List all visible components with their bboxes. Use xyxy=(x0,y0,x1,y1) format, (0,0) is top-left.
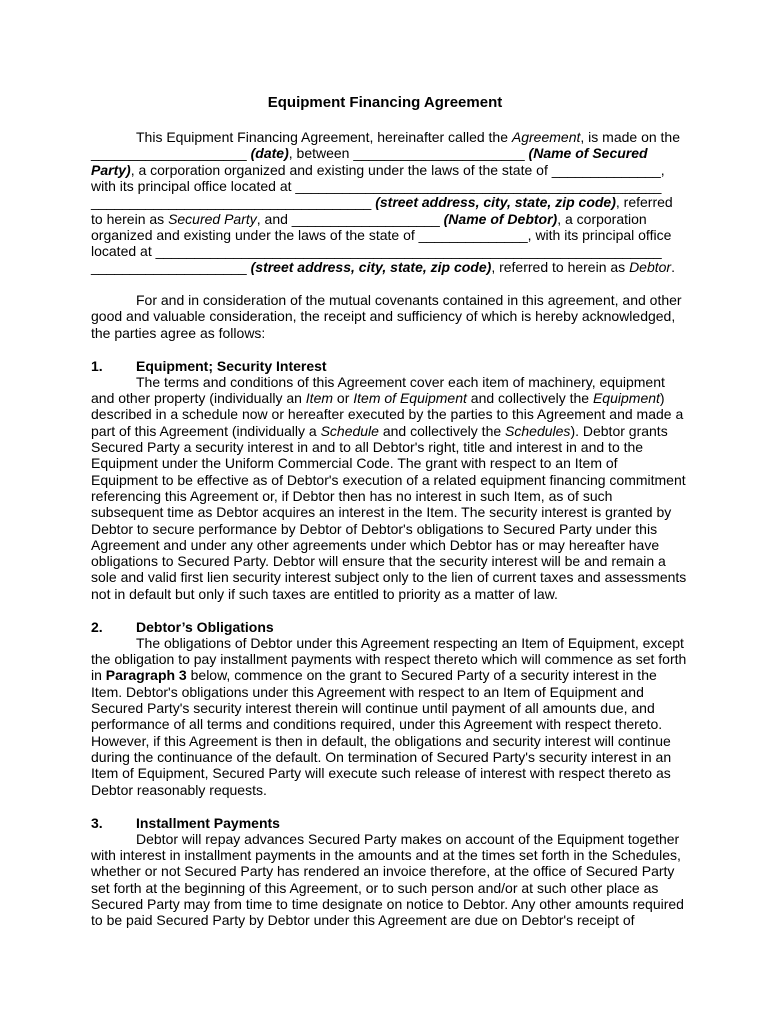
section-1-line-6: Equipment under the Uniform Commercial Code. The grant with respect to an Item of xyxy=(91,455,618,472)
section-1-line-1: The terms and conditions of this Agreement cover each item of machinery, equipment xyxy=(136,373,665,390)
section-2-line-9: Item of Equipment, Secured Party will execute such release of interest with respect thereto as xyxy=(91,765,671,782)
section-3-line-6: to be paid Secured Party by Debtor under this Agreement are due on Debtor's receipt of xyxy=(91,912,635,929)
section-3-line-1: Debtor will repay advances Secured Party makes on account of the Equipment together xyxy=(136,830,680,847)
intro-line-4: with its principal office located at _______________________________________________ xyxy=(91,177,662,194)
section-1-line-12: obligations to Secured Party. Debtor will ensure that the security interest will be and remain a xyxy=(91,553,666,570)
consideration-line-3: the parties agree as follows: xyxy=(91,324,266,341)
section-1-line-7: Equipment to be effective as of Debtor's execution of a related equipment financing commitment xyxy=(91,471,686,488)
section-3-line-4: set forth at the beginning of this Agreement, or to such person and/or at such other place as xyxy=(91,879,659,896)
document-title: Equipment Financing Agreement xyxy=(267,94,503,111)
section-2-heading: 2. Debtor’s Obligations xyxy=(91,618,274,635)
section-1-line-11: Agreement and under any other agreements under which Debtor has or may hereafter have xyxy=(91,536,660,553)
intro-line-9: ____________________ (street address, city, state, zip code), referred to herein as Debtor. xyxy=(91,259,675,276)
section-1-line-10: Debtor to secure performance by Debtor of Debtor's obligations to Secured Party under this xyxy=(91,520,658,537)
intro-line-3: Party), a corporation organized and existing under the laws of the state of ______________, xyxy=(91,161,665,178)
section-2-line-3: in Paragraph 3 below, commence on the grant to Secured Party of a security interest in the xyxy=(91,667,657,684)
section-2-line-7: However, if this Agreement is then in default, the obligations and security interest will continue xyxy=(91,732,671,749)
section-2-line-10: Debtor reasonably requests. xyxy=(91,781,267,798)
section-2-line-5: Secured Party's security interest therein will continue until payment of all amounts due, and xyxy=(91,700,655,716)
section-1-line-8: referencing this Agreement or, if Debtor then has no interest in such Item, as of such xyxy=(91,487,613,504)
section-1-line-3: described in a schedule now or hereafter executed by the parties to this Agreement and made a xyxy=(91,406,684,423)
consideration-line-2: good and valuable consideration, the receipt and sufficiency of which is hereby acknowledged, xyxy=(91,308,676,325)
section-1-line-4: part of this Agreement (individually a Schedule and collectively the Schedules). Debtor grants xyxy=(91,422,668,439)
section-3-line-3: whether or not Secured Party has rendered an invoice therefore, at the office of Secured Party xyxy=(91,863,675,880)
intro-line-6: to herein as Secured Party, and ___________________ (Name of Debtor), a corporation xyxy=(91,210,647,227)
intro-line-1: This Equipment Financing Agreement, hereinafter called the Agreement, is made on the xyxy=(136,129,680,145)
intro-line-8: located at _________________________________________________________________ xyxy=(91,243,662,260)
section-3-line-5: Secured Party may from time to time designate on notice to Debtor. Any other amounts required xyxy=(91,896,684,912)
section-1-line-5: Secured Party a security interest in and to all Debtor's right, title and interest in and to the xyxy=(91,439,644,455)
section-2-line-8: during the continuance of the default. On termination of Secured Party's security interest in an xyxy=(91,748,672,765)
section-2-line-4: Item. Debtor's obligations under this Agreement with respect to an Item of Equipment and xyxy=(91,683,644,700)
section-1-line-14: not in default but only if such taxes are entitled to priority as a matter of law. xyxy=(91,585,558,602)
section-1-heading: 1. Equipment; Security Interest xyxy=(91,357,327,374)
intro-line-7: organized and existing under the laws of the state of ______________, with its principal office xyxy=(91,226,672,243)
section-1-line-13: sole and valid first lien security interest subject only to the lien of current taxes and assessments xyxy=(91,569,687,586)
section-1-line-2: and other property (individually an Item or Item of Equipment and collectively the Equipment) xyxy=(91,390,665,407)
section-1-line-9: subsequent time as Debtor acquires an interest in the Item. The security interest is granted by xyxy=(91,504,672,521)
section-2-line-6: performance of all terms and conditions required, under this Agreement with respect thereto. xyxy=(91,716,663,733)
section-2-line-2: the obligation to pay installment payments with respect thereto which will commence as set forth xyxy=(91,651,687,668)
section-2-line-1: The obligations of Debtor under this Agreement respecting an Item of Equipment, except xyxy=(136,634,684,651)
section-3-heading: 3. Installment Payments xyxy=(91,814,280,831)
consideration-line-1: For and in consideration of the mutual covenants contained in this agreement, and other xyxy=(136,292,682,308)
section-3-line-2: with interest in installment payments in the amounts and at the times set forth in the Schedules, xyxy=(91,847,681,864)
intro-line-5: ____________________________________ (street address, city, state, zip code), referred xyxy=(91,194,673,211)
intro-line-2: ____________________ (date), between ______________________ (Name of Secured xyxy=(91,145,648,162)
